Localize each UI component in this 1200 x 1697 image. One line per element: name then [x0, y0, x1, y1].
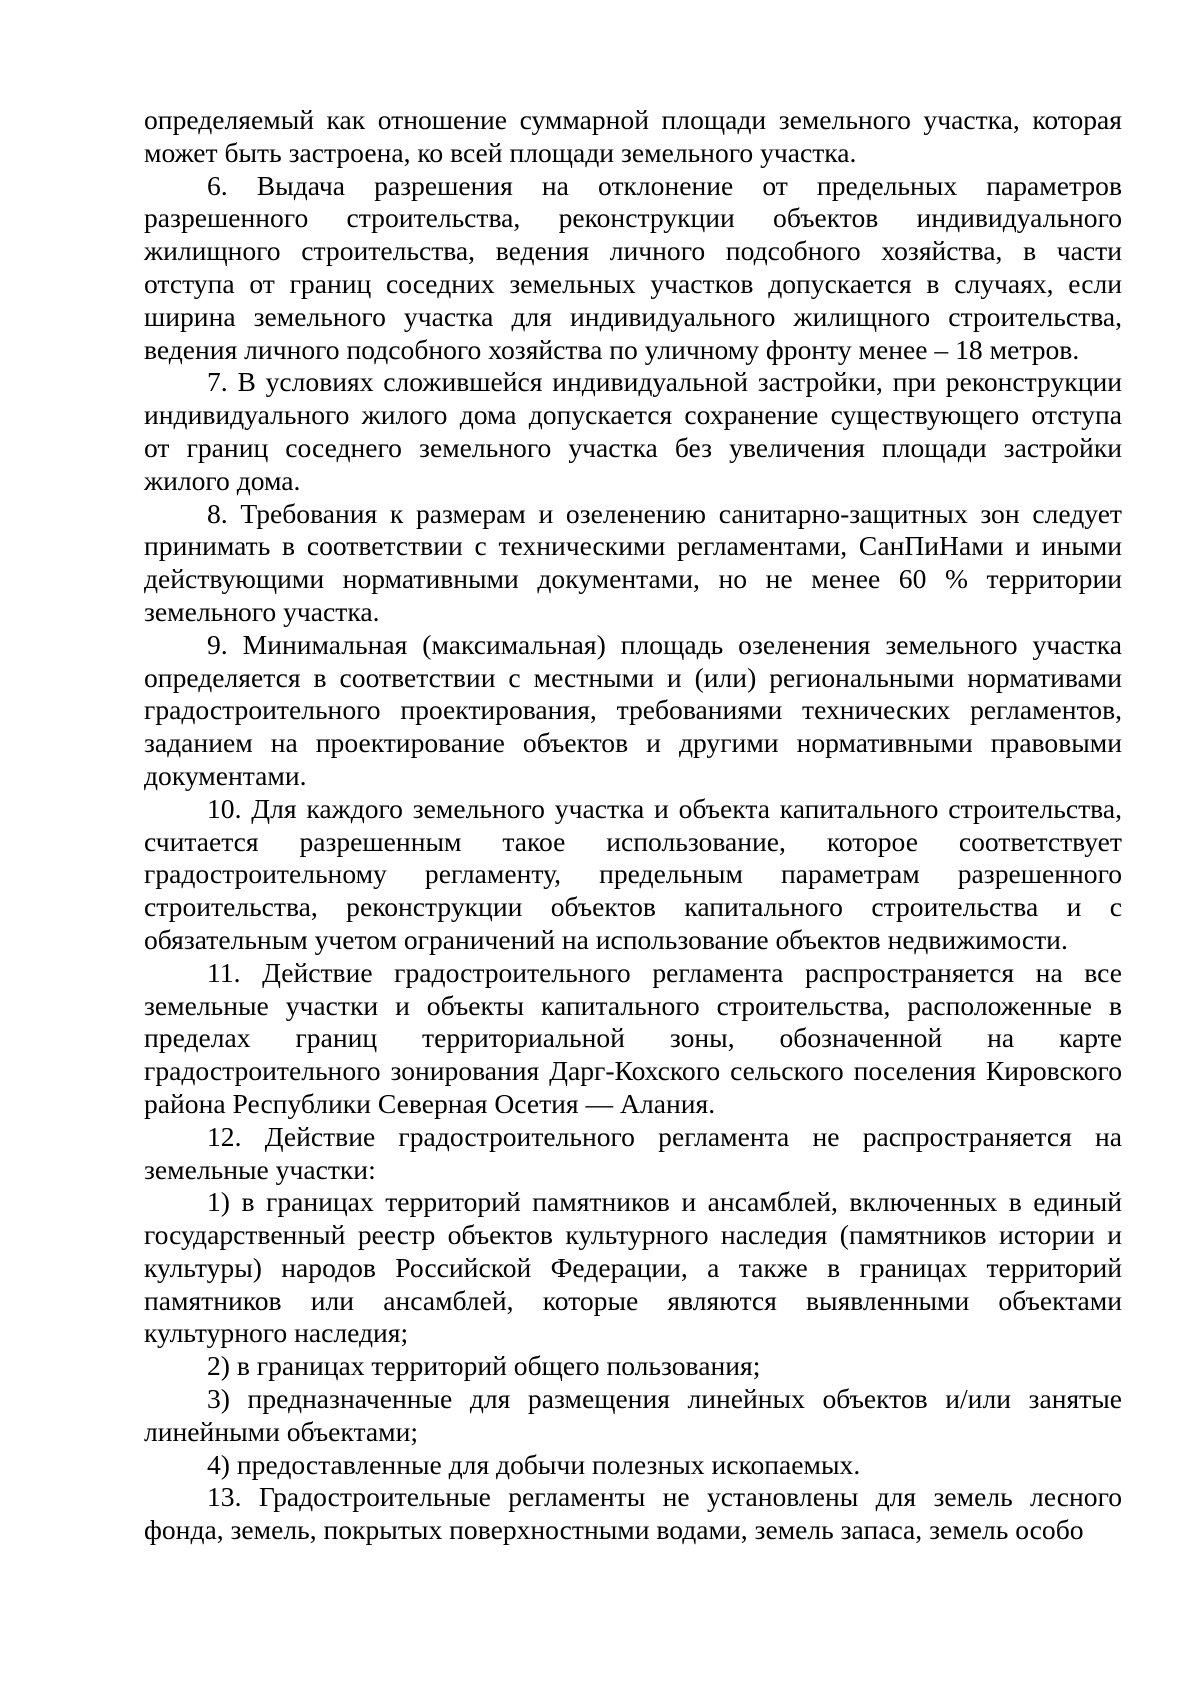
paragraph-item-11: 11. Действие градостроительного регламента распространяется на все земельные участки и объекты капитального строительства, расположенные в пределах границ территориальной зоны, обозначенной на карте градостроительного зонирования Дарг-Кохского сельского поселения Кировского района Республики Северная Осетия — Алания.	[144, 956, 1122, 1119]
paragraph-continuation: определяемый как отношение суммарной площади земельного участка, которая может быть застроена, ко всей площади земельного участка.	[144, 104, 1122, 168]
paragraph-item-7: 7. В условиях сложившейся индивидуальной застройки, при реконструкции индивидуального жилого дома допускается сохранение существующего отступа от границ соседнего земельного участка без увеличения площади застройки жилого дома.	[144, 366, 1122, 496]
document-page	[144, 104, 1122, 1547]
subitem-2: 2) в границах территорий общего пользования;	[207, 1350, 761, 1382]
subitem-4: 4) предоставленные для добычи полезных ископаемых.	[207, 1448, 861, 1480]
subitem-3: 3) предназначенные для размещения линейных объектов и/или занятые линейными объектами;	[144, 1383, 1122, 1447]
paragraph-item-6: 6. Выдача разрешения на отклонение от предельных параметров разрешенного строительства, реконструкции объектов индивидуального жилищного строительства, ведения личного подсобного хозяйства, в части отступа от границ соседних земельных участков допускается в случаях, если ширина земельного участка для индивидуального жилищного строительства, ведения личного подсобного хозяйства по уличному фронту менее – 18 метров.	[144, 169, 1122, 365]
paragraph-item-12: 12. Действие градостроительного регламента не распространяется на земельные участки:	[144, 1120, 1122, 1185]
paragraph-item-10: 10. Для каждого земельного участка и объекта капитального строительства, считается разрешенным такое использование, которое соответствует градостроительному регламенту, предельным параметрам разрешенного строительства, реконструкции объектов капитального строительства и с обязательным учетом ограничений на использование объектов недвижимости.	[144, 792, 1122, 955]
subitem-1: 1) в границах территорий памятников и ансамблей, включенных в единый государственный реестр объектов культурного наследия (памятников истории и культуры) народов Российской Федерации, а также в границах территорий памятников или ансамблей, которые являются выявленными объектами культурного наследия;	[144, 1186, 1122, 1349]
paragraph-item-9: 9. Минимальная (максимальная) площадь озеленения земельного участка определяется в соответствии с местными и (или) региональными нормативами градостроительного проектирования, требованиями технических регламентов, заданием на проектирование объектов и другими нормативными правовыми документами.	[144, 628, 1122, 791]
paragraph-item-13: 13. Градостроительные регламенты не установлены для земель лесного фонда, земель, покрытых поверхностными водами, земель запаса, земель особо	[144, 1481, 1122, 1546]
paragraph-item-8: 8. Требования к размерам и озеленению санитарно-защитных зон следует принимать в соответствии с техническими регламентами, СанПиНами и иными действующими нормативными документами, но не менее 60 % территории земельного участка.	[144, 497, 1122, 627]
